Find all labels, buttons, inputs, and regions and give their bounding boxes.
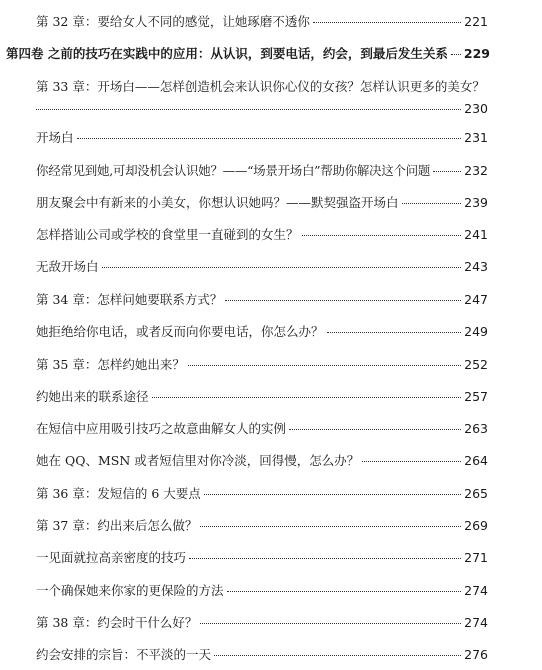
toc-entry-page: 271 [464, 550, 488, 565]
leader-dots [102, 267, 462, 268]
toc-entry-title: 第 38 章：约会时干什么好？ [36, 615, 198, 630]
toc-entry-title: 约她出来的联系途径 [36, 389, 149, 404]
toc-entry-title: 开场白 [36, 130, 74, 145]
toc-entry-title: 第 32 章：要给女人不同的感觉，让她琢磨不透你 [36, 14, 310, 29]
toc-entry[interactable] [36, 324, 488, 340]
leader-dots [327, 332, 462, 333]
toc-entry-title: 约会安排的宗旨：不平淡的一天 [36, 647, 212, 662]
leader-dots [313, 22, 461, 23]
leader-dots [77, 138, 462, 139]
toc-entry-page: 232 [464, 163, 488, 178]
toc-entry-title: 她在 QQ、MSN 或者短信里对你冷淡，回得慢，怎么办？ [36, 453, 360, 468]
toc-entry-title: 她拒绝给你电话，或者反而向你要电话，你怎么办？ [36, 324, 324, 339]
leader-dots [189, 558, 461, 559]
toc-entry-page: 229 [463, 46, 490, 61]
toc-entry[interactable] [36, 292, 488, 308]
toc-entry[interactable] [36, 615, 488, 631]
leader-dots [433, 171, 461, 172]
toc-entry-title: 怎样搭讪公司或学校的食堂里一直碰到的女生？ [36, 227, 299, 242]
toc-entry[interactable] [36, 389, 488, 405]
toc-entry[interactable] [36, 486, 488, 502]
leader-dots [204, 494, 461, 495]
toc-entry-page: 231 [464, 130, 488, 145]
toc-entry[interactable] [36, 518, 488, 534]
toc-entry[interactable] [36, 130, 488, 146]
leader-dots [214, 655, 461, 656]
toc-entry-page: 239 [464, 195, 488, 210]
toc-entry[interactable] [36, 357, 488, 373]
leader-dots [402, 203, 462, 204]
leader-dots [227, 591, 462, 592]
toc-entry[interactable] [36, 195, 488, 211]
toc-entry[interactable] [36, 453, 488, 469]
toc-entry-page: 269 [464, 518, 488, 533]
toc-entry-title: 第 33 章：开场白——怎样创造机会来认识你心仪的女孩？怎样认识更多的美女？ [36, 79, 485, 94]
toc-entry[interactable] [36, 583, 488, 599]
toc-entry-page: 252 [464, 357, 488, 372]
toc-entry[interactable] [36, 79, 488, 117]
toc-entry-title: 第 37 章：约出来后怎么做？ [36, 518, 198, 533]
leader-dots [302, 235, 462, 236]
toc-entry-page: 263 [464, 421, 488, 436]
leader-dots [362, 461, 461, 462]
leader-dots [200, 526, 461, 527]
toc-entry-title: 第 35 章：怎样约她出来？ [36, 357, 185, 372]
leader-dots [225, 300, 461, 301]
leader-dots [36, 109, 461, 110]
toc-entry-page: 230 [464, 101, 488, 116]
toc-entry[interactable] [36, 259, 488, 275]
toc-entry-page: 274 [464, 583, 488, 598]
toc-entry-page: 247 [464, 292, 488, 307]
leader-dots [152, 397, 462, 398]
toc-entry[interactable] [36, 550, 488, 566]
toc-entry-page: 276 [464, 647, 488, 662]
toc-entry-title: 一个确保她来你家的更保险的方法 [36, 583, 224, 598]
toc-entry[interactable] [36, 163, 488, 179]
toc-entry-page: 221 [464, 14, 488, 29]
toc-entry-page: 264 [464, 453, 488, 468]
toc-entry-title: 第 36 章：发短信的 6 大要点 [36, 486, 201, 501]
leader-dots [200, 623, 461, 624]
toc-entry-page: 257 [464, 389, 488, 404]
toc-entry-title: 你经常见到她,可却没机会认识她？——“场景开场白”帮助你解决这个问题 [36, 163, 431, 178]
toc-entry-page: 274 [464, 615, 488, 630]
toc-entry-page: 241 [464, 227, 488, 242]
toc-part-entry[interactable] [6, 46, 490, 62]
leader-dots [188, 365, 461, 366]
toc-entry-page: 249 [464, 324, 488, 339]
toc-entry-title: 一见面就拉高亲密度的技巧 [36, 550, 187, 565]
toc-entry-page: 265 [464, 486, 488, 501]
toc-entry[interactable] [36, 647, 488, 663]
leader-dots [289, 429, 461, 430]
toc-entry-title: 第四卷 之前的技巧在实践中的应用：从认识，到要电话，约会，到最后发生关系 [6, 46, 448, 61]
toc-entry-title: 朋友聚会中有新来的小美女，你想认识她吗？——默契强盗开场白 [36, 195, 399, 210]
toc-entry-page: 243 [464, 259, 488, 274]
toc-entry[interactable] [36, 421, 488, 437]
toc-entry[interactable] [36, 227, 488, 243]
toc-entry-title: 无敌开场白 [36, 259, 99, 274]
leader-dots [451, 54, 461, 55]
toc-entry-title: 第 34 章：怎样问她要联系方式？ [36, 292, 223, 307]
toc-entry-title: 在短信中应用吸引技巧之故意曲解女人的实例 [36, 421, 287, 436]
toc-entry[interactable] [36, 14, 488, 30]
